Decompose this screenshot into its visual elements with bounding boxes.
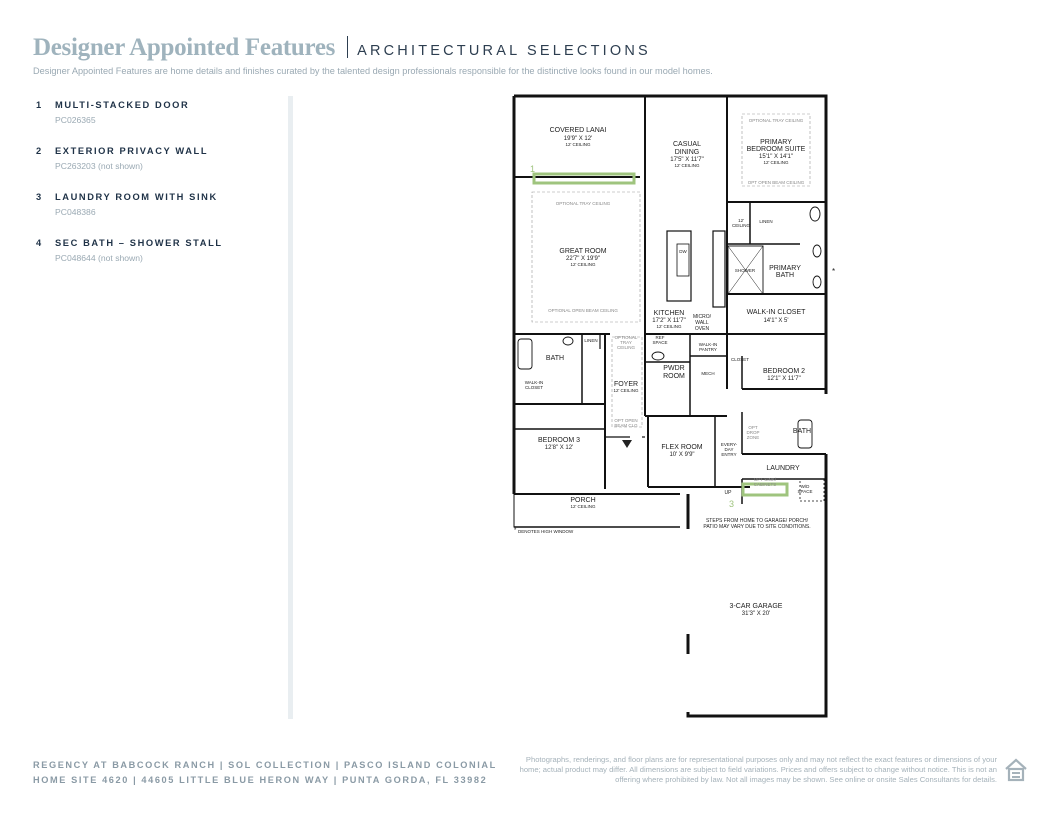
wd-space-2: SPACE <box>797 489 813 494</box>
feature-marker-1: 1 <box>530 164 536 174</box>
pantry-label-2: PANTRY <box>699 347 717 352</box>
feature-code: PC026365 <box>55 115 96 125</box>
great-room-opt-beam: OPTIONAL OPEN BEAM CEILING <box>548 308 618 313</box>
shower-label: SHOWER <box>734 268 756 273</box>
walkin-closet-dim: 14'1" X 5' <box>763 318 789 324</box>
feature-item <box>36 192 276 238</box>
bedroom3-label: BEDROOM 3 <box>537 437 581 444</box>
ceiling-note-1: 12' <box>738 218 744 223</box>
feature-code: PC048644 (not shown) <box>55 253 143 263</box>
ref-label-1: REF <box>655 335 665 340</box>
steps-note-2: PATIO MAY VARY DUE TO SITE CONDITIONS. <box>703 524 811 530</box>
feature-code: PC048386 <box>55 207 96 217</box>
divider-bar <box>288 96 293 719</box>
porch-ceiling: 12' CEILING <box>570 504 596 509</box>
feature-number: 3 <box>36 192 43 202</box>
flex-room-label: FLEX ROOM <box>661 444 703 451</box>
suite-opt-beam: OPT OPEN BEAM CEILING <box>747 180 805 185</box>
dining-dim: 17'5" X 11'7" <box>670 157 704 163</box>
micro-label-2: WALL <box>695 320 709 326</box>
feature-name: MULTI-STACKED DOOR <box>55 100 190 110</box>
feature-item <box>36 100 276 146</box>
kitchen-ceiling: 12' CEILING <box>656 324 682 329</box>
opt-sink-2: CABINETS <box>753 482 777 487</box>
garage-dim: 31'3" X 20' <box>741 611 771 617</box>
feature-number: 1 <box>36 100 43 110</box>
bedroom3-dim: 12'8" X 12' <box>544 445 574 451</box>
primary-bath-label-2: BATH <box>775 272 795 279</box>
entry-arrow-icon <box>622 440 632 448</box>
drop-zone-3: ZONE <box>746 435 760 440</box>
high-window-star: * <box>514 528 517 534</box>
page-title: Designer Appointed Features <box>33 34 336 61</box>
lanai-dim: 19'9" X 12' <box>563 136 593 142</box>
floor-plan-drawing <box>500 94 840 724</box>
intro-text: Designer Appointed Features are home details and finishes curated by the talented design professionals responsible for the distinctive looks found in our model homes. <box>33 66 713 76</box>
suite-ceiling: 12' CEILING <box>763 160 789 165</box>
everyday-entry-3: ENTRY <box>721 452 737 457</box>
powder-room-label-2: ROOM <box>663 373 685 380</box>
drop-zone-1: OPT <box>748 425 758 430</box>
bedroom2-label: BEDROOM 2 <box>762 368 806 375</box>
dining-ceiling: 12' CEILING <box>674 163 700 168</box>
linen-primary-label: LINEN <box>759 219 773 224</box>
equal-housing-icon <box>1003 757 1029 783</box>
stairs-up-label: UP <box>724 490 732 496</box>
dishwasher-label: DW <box>679 249 687 254</box>
feature-item <box>36 238 276 284</box>
suite-label-2: BEDROOM SUITE <box>746 146 806 153</box>
great-room-opt-tray: OPTIONAL TRAY CEILING <box>555 201 611 206</box>
dining-label-1: CASUAL <box>672 141 702 148</box>
feature-number: 2 <box>36 146 43 156</box>
suite-dim: 15'1" X 14'1" <box>759 154 793 160</box>
foyer-label: FOYER <box>613 381 639 388</box>
ceiling-note-2: CEILING <box>731 223 751 228</box>
porch-label: PORCH <box>570 497 596 504</box>
opt-sink-1: OPT SINK/ <box>753 477 777 482</box>
sec-bath-label: BATH <box>545 355 565 362</box>
powder-room-label-1: PWDR <box>663 365 685 372</box>
steps-note-1: STEPS FROM HOME TO GARAGE/ PORCH/ <box>705 518 809 524</box>
legal-disclaimer: Photographs, renderings, and floor plans are for representational purposes only and may not reflect the exact features or dimensions of your home; actual product may differ. All dimensions are subject to field variations. Prices and offers subject to change without notice. This is not an offering where prohibited by law. Not all images may be shown. See online or onsite Sales Consultants for details. <box>519 755 997 784</box>
suite-label-1: PRIMARY <box>760 139 792 146</box>
address-line: HOME SITE 4620 | 44605 LITTLE BLUE HERON WAY | PUNTA GORDA, FL 33982 <box>33 774 488 785</box>
closet-label: CLOSET <box>730 357 750 362</box>
walkin-closet-small-1: WALK-IN <box>524 380 544 385</box>
high-window-note: DENOTES HIGH WINDOW <box>518 529 574 534</box>
feature-list <box>36 100 276 284</box>
mech-label: MECH <box>701 371 715 376</box>
pantry-label-1: WALK-IN <box>698 342 718 347</box>
feature-item <box>36 146 276 192</box>
feature-marker-3: 3 <box>729 499 735 509</box>
foyer-ceiling: 12' CEILING <box>613 388 639 393</box>
micro-label-3: OVEN <box>694 326 710 332</box>
ref-label-2: SPACE <box>652 340 668 345</box>
foyer-opt-1: OPTIONAL <box>614 335 638 340</box>
walkin-closet-label: WALK-IN CLOSET <box>746 309 806 316</box>
feature-number: 4 <box>36 238 43 248</box>
great-room-dim: 22'7" X 19'9" <box>566 256 600 262</box>
wd-space-1: W/D <box>800 484 810 489</box>
title-divider <box>347 36 348 58</box>
highlight-feature-1 <box>534 174 634 183</box>
page-subtitle: ARCHITECTURAL SELECTIONS <box>357 43 651 59</box>
everyday-entry-2: DAY <box>724 447 734 452</box>
community-line: REGENCY AT BABCOCK RANCH | SOL COLLECTION | PASCO ISLAND COLONIAL <box>33 760 497 770</box>
bedroom2-dim: 12'1" X 11'7" <box>767 376 801 382</box>
primary-bath-label-1: PRIMARY <box>769 265 801 272</box>
lanai-ceiling: 12' CEILING <box>565 142 591 147</box>
opt-open-beam-2: BEAM CLG <box>614 423 638 428</box>
linen-hall-label: LINEN <box>584 338 598 343</box>
dining-label-2: DINING <box>674 149 700 156</box>
suite-opt-tray: OPTIONAL TRAY CEILING <box>748 118 804 123</box>
great-room-label: GREAT ROOM <box>559 248 607 255</box>
micro-label-1: MICRO/ <box>692 314 712 320</box>
foyer-opt-3: CEILING <box>616 345 636 350</box>
garage-label: 3-CAR GARAGE <box>729 603 783 610</box>
feature-name: SEC BATH – SHOWER STALL <box>55 238 223 248</box>
feature-name: EXTERIOR PRIVACY WALL <box>55 146 209 156</box>
bath-bed2-label: BATH <box>792 428 812 435</box>
foyer-opt-2: TRAY <box>620 340 632 345</box>
lanai-label: COVERED LANAI <box>549 127 607 134</box>
walkin-closet-small-2: CLOSET <box>524 385 544 390</box>
page-header <box>33 34 651 62</box>
everyday-entry-1: EVERY- <box>720 442 738 447</box>
kitchen-label: KITCHEN <box>653 310 685 317</box>
kitchen-dim: 17'2" X 11'7" <box>652 318 686 324</box>
floor-plan <box>500 94 840 724</box>
feature-code: PC263203 (not shown) <box>55 161 143 171</box>
great-room-ceiling: 12' CEILING <box>570 262 596 267</box>
laundry-label: LAUNDRY <box>766 465 800 472</box>
feature-name: LAUNDRY ROOM WITH SINK <box>55 192 218 202</box>
community-info <box>33 758 497 787</box>
high-window-marker: * <box>832 267 836 276</box>
flex-room-dim: 10' X 9'9" <box>669 452 695 458</box>
opt-open-beam-1: OPT OPEN <box>614 418 638 423</box>
drop-zone-2: DROP <box>746 430 760 435</box>
